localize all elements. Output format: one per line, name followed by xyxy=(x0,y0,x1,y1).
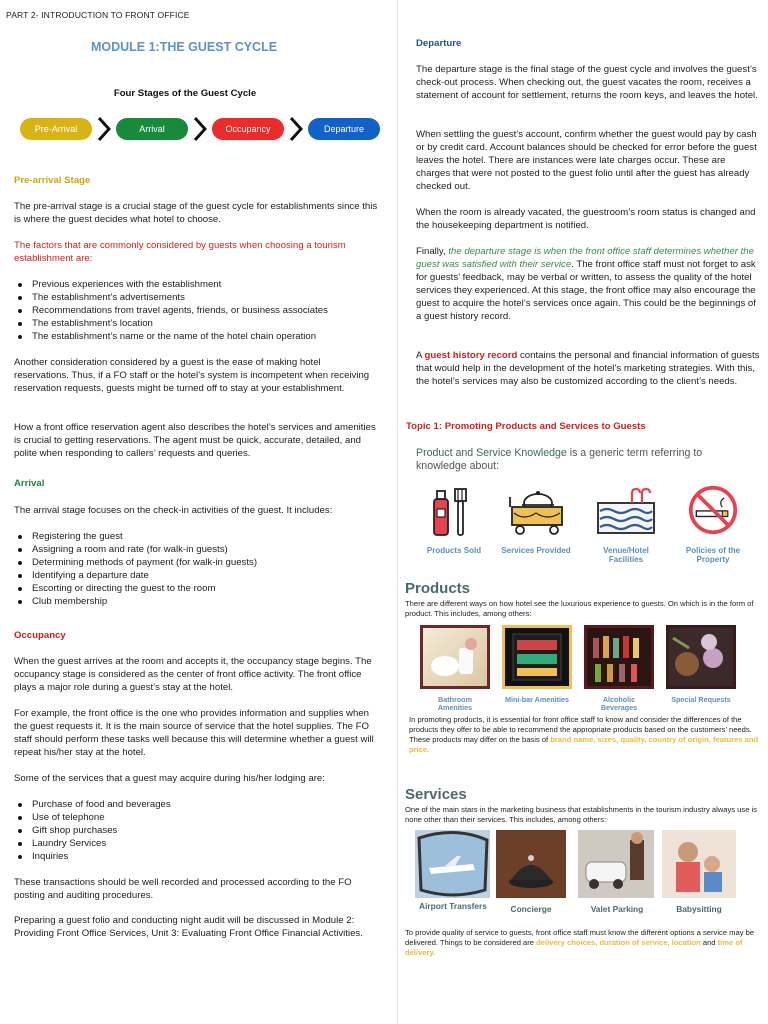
toothbrush-toothpaste-icon xyxy=(424,487,484,537)
product-label-minibar: Mini-bar Amenities xyxy=(504,695,570,704)
service-label-valet: Valet Parking xyxy=(590,904,644,914)
icon-label-policies: Policies of the Property xyxy=(685,546,741,564)
topic1-intro: Product and Service Knowledge is a generic term referring to knowledge about: xyxy=(416,447,703,472)
list-item: Club membership xyxy=(14,595,378,608)
pre-arrival-paragraph: The pre-arrival stage is a crucial stage of the guest cycle for establishments since this is where the guest decides what hotel to choose. xyxy=(14,201,378,225)
special-requests-image xyxy=(666,625,736,689)
mini-bar-image xyxy=(502,625,572,689)
list-item: Registering the guest xyxy=(14,530,378,543)
departure-paragraph-5: A guest history record contains the personal and financial information of guests that would help in the development of the hotel’s marketing strategies. With this, the hotel’s services may also be customized according to the client’s needs. xyxy=(416,350,760,387)
stage-pill-occupancy: Occupancy xyxy=(212,118,284,140)
departure-paragraph-1: The departure stage is the final stage of the guest cycle and involves the guest’s check-out process. When checking out, the guest vacates the room, receives a statement of account for settlement, returns the room keys, and leaves the hotel. xyxy=(416,64,758,101)
services-list xyxy=(14,798,378,863)
no-smoking-icon xyxy=(683,485,743,535)
arrival-list xyxy=(14,530,378,608)
stage-pill-arrival: Arrival xyxy=(116,118,188,140)
product-label-special: Special Requests xyxy=(671,695,731,704)
list-item: Determining methods of payment (for walk-in guests) xyxy=(14,556,378,569)
departure-paragraph-3: When the room is already vacated, the guestroom’s room status is changed and the housekeeping department is notified. xyxy=(416,207,756,231)
product-label-bathroom: Bathroom Amenities xyxy=(437,695,473,712)
airport-transfers-image xyxy=(415,830,490,898)
list-item: Laundry Services xyxy=(14,837,378,850)
reservation-ease-paragraph: Another consideration considered by a guest is the ease of making hotel reservations. Thus, if a FO staff or the hotel’s system is incompetent when receiving reservation requests, guests might be turned off to stay at your establishment. xyxy=(14,357,370,394)
list-item: The establishment’s location xyxy=(14,317,378,330)
module-title: MODULE 1:THE GUEST CYCLE xyxy=(90,40,278,54)
list-item: Recommendations from travel agents, friends, or business associates xyxy=(14,304,378,317)
icon-label-services: Services Provided xyxy=(501,546,571,555)
list-item: Use of telephone xyxy=(14,811,378,824)
icon-label-facilities: Venue/Hotel Facilities xyxy=(603,546,649,564)
list-item: Escorting or directing the guest to the room xyxy=(14,582,378,595)
stage-pill-pre-arrival: Pre-Arrival xyxy=(20,118,92,140)
arrival-paragraph: The arrival stage focuses on the check-in activities of the guest. It includes: xyxy=(14,505,333,516)
list-item: Gift shop purchases xyxy=(14,824,378,837)
factors-intro: The factors that are commonly considered by guests when choosing a tourism establishment are: xyxy=(14,240,346,264)
room-service-cart-icon xyxy=(506,487,566,537)
list-item: Purchase of food and beverages xyxy=(14,798,378,811)
column-divider xyxy=(397,0,398,1024)
list-item: The establishment’s name or the name of the hotel chain operation xyxy=(14,330,378,343)
departure-heading: Departure xyxy=(416,38,462,49)
bathroom-amenities-image xyxy=(420,625,490,689)
list-item: The establishment’s advertisements xyxy=(14,291,378,304)
part-header: PART 2- INTRODUCTION TO FRONT OFFICE xyxy=(6,10,190,20)
list-item: Identifying a departure date xyxy=(14,569,378,582)
service-label-babysitting: Babysitting xyxy=(676,904,722,914)
stages-title: Four Stages of the Guest Cycle xyxy=(113,88,257,99)
occupancy-paragraph-2: For example, the front office is the one who provides information and supplies when the guest requests it. It is the main source of service that the hotel supplies. The FO staff should perform these tasks well because this will determine whether a guest will repeat his/her stay at the hotel. xyxy=(14,708,374,758)
chevron-right-icon xyxy=(193,116,207,142)
occupancy-paragraph-5: Preparing a guest folio and conducting night audit will be discussed in Module 2: Providing Front Office Services, Unit 3: Evaluating Front Office Financial Activities. xyxy=(14,915,363,939)
products-heading: Products xyxy=(405,580,471,597)
list-item: Inquiries xyxy=(14,850,378,863)
pre-arrival-heading: Pre-arrival Stage xyxy=(14,175,91,186)
departure-paragraph-2: When settling the guest’s account, confirm whether the guest would pay by cash or by credit card. Account balances should be checked for error before the guest leaves the hotel. There are instances were late charges occur. These are charges that were not posted to the guest folio until after the guest has already checked out. xyxy=(416,129,757,192)
service-label-airport: Airport Transfers xyxy=(419,901,487,911)
factors-list xyxy=(14,278,378,343)
occupancy-paragraph-3: Some of the services that a guest may acquire during his/her lodging are: xyxy=(14,773,325,784)
occupancy-paragraph-4: These transactions should be well recorded and processed according to the FO posting and auditing procedures. xyxy=(14,877,352,901)
reservation-agent-paragraph: How a front office reservation agent also describes the hotel’s services and amenities is crucial to getting reservations. The agent must be quick, accurate, detailed, and polite when responding to callers’ requests and queries. xyxy=(14,422,376,459)
list-item: Assigning a room and rate (for walk-in guests) xyxy=(14,543,378,556)
products-intro: There are different ways on how hotel see the luxurious experience to guests. On which is in the form of product. This includes, among others: xyxy=(405,599,754,618)
services-note: To provide quality of service to guests, front office staff must know the different options a service may be delivered. Things to be considered are delivery choices, duration of service, location and time of delivery. xyxy=(405,928,755,957)
list-item: Previous experiences with the establishment xyxy=(14,278,378,291)
chevron-right-icon xyxy=(289,116,303,142)
products-note: In promoting products, it is essential for front office staff to know and consider the differences of the products they offer to be able to recommend the appropriate products based on the customers’ needs. These products may differ on the basis of brand name, sizes, quality, country of origin, features and price. xyxy=(409,715,759,754)
service-label-concierge: Concierge xyxy=(510,904,552,914)
services-intro: One of the main stars in the marketing business that establishments in the tourism industry always use is none other than their services. This includes, among others: xyxy=(405,805,758,824)
swimming-pool-icon xyxy=(596,487,656,537)
babysitting-image xyxy=(662,830,736,898)
topic1-heading: Topic 1: Promoting Products and Services to Guests xyxy=(406,421,646,432)
concierge-image xyxy=(496,830,566,898)
icon-label-products: Products Sold xyxy=(426,546,482,555)
departure-paragraph-4: Finally, the departure stage is when the front office staff determines whether the guest was satisfied with their service. The front office staff must not forget to ask for guests’ feedback, may be verbal or written, to assess the quality of the hotel services they experienced. At this stage, the front office may also encourage the guest to acquire the hotel’s services once again. This could be the beginnings of a guest history record. xyxy=(416,246,756,322)
chevron-right-icon xyxy=(97,116,111,142)
services-heading: Services xyxy=(405,786,467,803)
alcoholic-beverages-image xyxy=(584,625,654,689)
stage-pill-departure: Departure xyxy=(308,118,380,140)
valet-parking-image xyxy=(578,830,654,898)
arrival-heading: Arrival xyxy=(14,478,45,489)
occupancy-heading: Occupancy xyxy=(14,630,66,641)
occupancy-paragraph-1: When the guest arrives at the room and accepts it, the occupancy stage begins. The occupancy stage is considered as the center of front office activity. The front office plays a major role during a guest’s stay at the hotel. xyxy=(14,656,372,693)
product-label-alcoholic: Alcoholic Beverages xyxy=(600,695,638,712)
